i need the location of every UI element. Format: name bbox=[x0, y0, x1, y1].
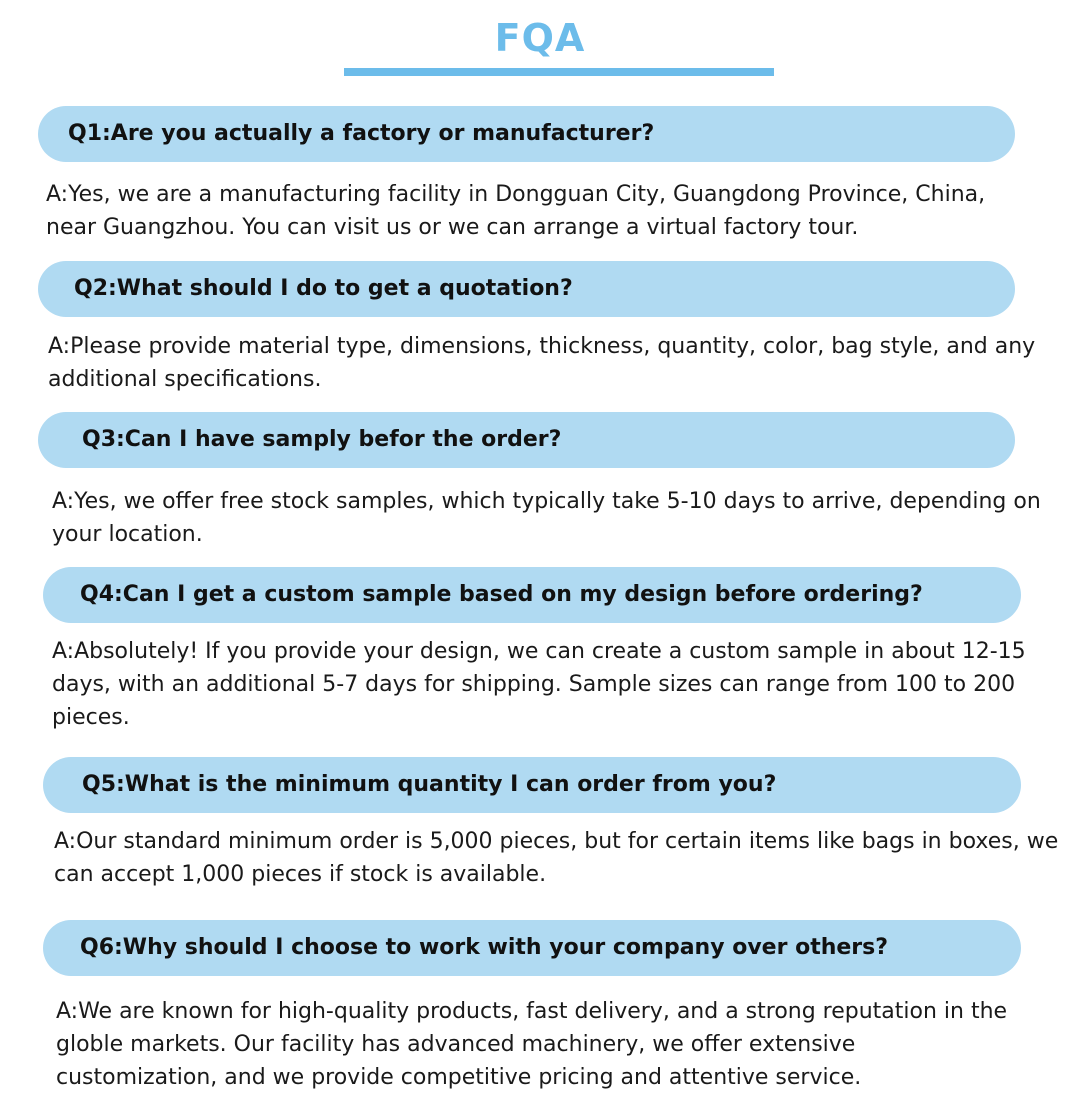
faq-answer-4: A:Absolutely! If you provide your design, we can create a custom sample in about 12-15 days, with an additional 5-7 days for shipping. Sample sizes can range from 100 to 200 pieces. bbox=[52, 639, 1026, 730]
faq-answer-1: A:Yes, we are a manufacturing facility in Dongguan City, Guangdong Province, China, near Guangzhou. You can visit us or we can arrange a virtual factory tour. bbox=[46, 182, 986, 240]
faq-question-6: Q6:Why should I choose to work with your company over others? bbox=[43, 920, 1021, 976]
page-title: FQA bbox=[494, 16, 586, 60]
faq-answer-3: A:Yes, we offer free stock samples, which typically take 5-10 days to arrive, depending on your location. bbox=[52, 489, 1041, 547]
faq-question-2: Q2:What should I do to get a quotation? bbox=[38, 261, 1015, 317]
faq-question-4: Q4:Can I get a custom sample based on my design before ordering? bbox=[43, 567, 1021, 623]
faq-question-3: Q3:Can I have samply befor the order? bbox=[38, 412, 1015, 468]
faq-answer-5: A:Our standard minimum order is 5,000 pieces, but for certain items like bags in boxes, we can accept 1,000 pieces if stock is available. bbox=[54, 829, 1059, 887]
faq-question-1: Q1:Are you actually a factory or manufacturer? bbox=[38, 106, 1015, 162]
title-underline bbox=[344, 68, 774, 76]
faq-question-5: Q5:What is the minimum quantity I can order from you? bbox=[43, 757, 1021, 813]
faq-answer-2: A:Please provide material type, dimensions, thickness, quantity, color, bag style, and any additional specifications. bbox=[48, 334, 1036, 392]
faq-answer-6: A:We are known for high-quality products, fast delivery, and a strong reputation in the globle markets. Our facility has advanced machinery, we offer extensive customization, and we provide competitive pricing and attentive service. bbox=[56, 999, 1008, 1090]
